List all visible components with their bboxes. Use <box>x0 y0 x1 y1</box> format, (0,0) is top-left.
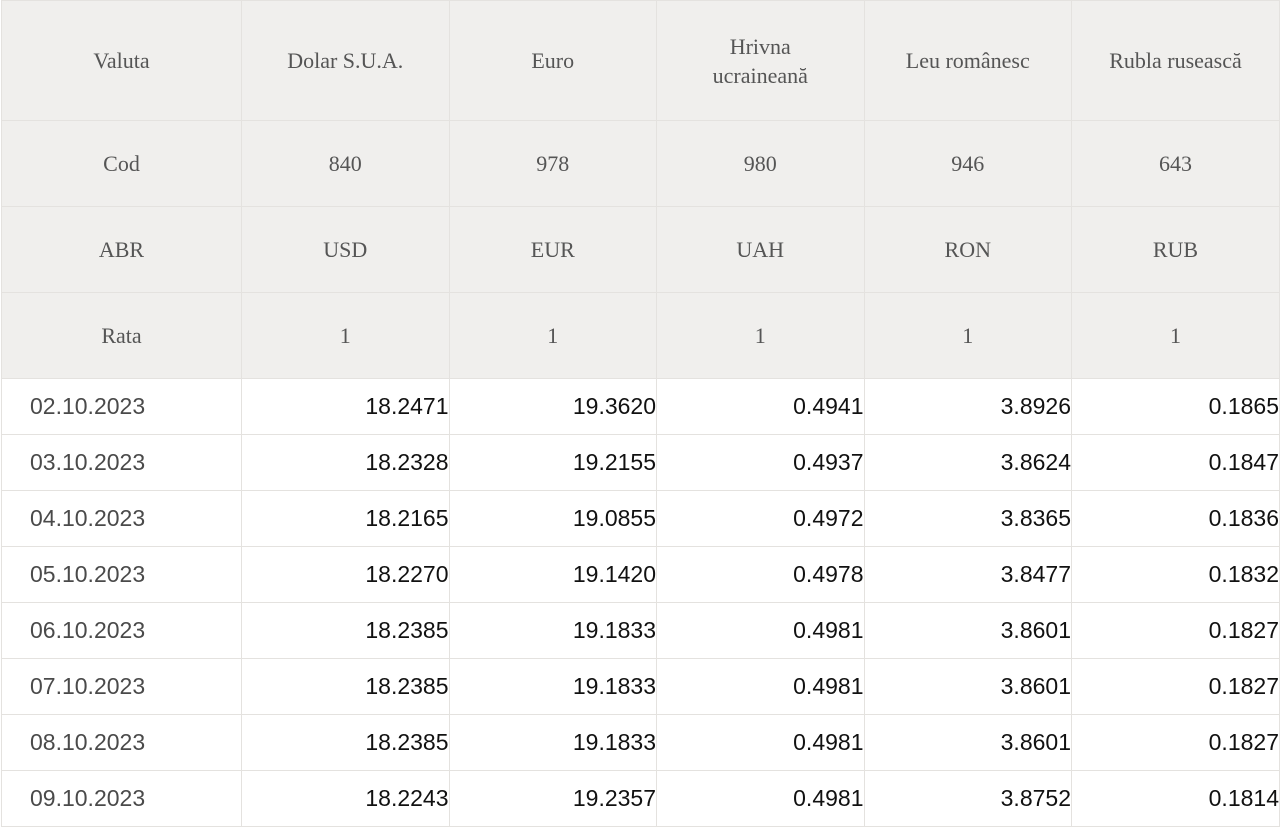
rate-ron: 3.8752 <box>864 771 1072 827</box>
row-date: 09.10.2023 <box>2 771 242 827</box>
row-date: 05.10.2023 <box>2 547 242 603</box>
table-row <box>2 715 1280 771</box>
currency-abr-uah: UAH <box>657 207 865 293</box>
rate-rub: 0.1832 <box>1072 547 1280 603</box>
rate-usd: 18.2385 <box>242 603 450 659</box>
currency-name-usd: Dolar S.U.A. <box>242 1 450 121</box>
rate-ron: 3.8926 <box>864 379 1072 435</box>
rata-label: Rata <box>2 293 242 379</box>
currency-code-usd: 840 <box>242 121 450 207</box>
table-row <box>2 435 1280 491</box>
rate-rub: 0.1814 <box>1072 771 1280 827</box>
table-row <box>2 659 1280 715</box>
currency-rate-row <box>2 293 1280 379</box>
rate-usd: 18.2385 <box>242 659 450 715</box>
row-date: 02.10.2023 <box>2 379 242 435</box>
currency-rate-usd: 1 <box>242 293 450 379</box>
rate-eur: 19.1833 <box>449 659 657 715</box>
currency-abr-row <box>2 207 1280 293</box>
rate-rub: 0.1827 <box>1072 603 1280 659</box>
table-row <box>2 547 1280 603</box>
rate-rub: 0.1836 <box>1072 491 1280 547</box>
rate-rub: 0.1847 <box>1072 435 1280 491</box>
rate-eur: 19.1833 <box>449 603 657 659</box>
rate-ron: 3.8624 <box>864 435 1072 491</box>
rate-uah: 0.4981 <box>657 715 865 771</box>
rate-usd: 18.2165 <box>242 491 450 547</box>
row-date: 06.10.2023 <box>2 603 242 659</box>
rate-usd: 18.2328 <box>242 435 450 491</box>
rate-rub: 0.1827 <box>1072 715 1280 771</box>
rate-eur: 19.3620 <box>449 379 657 435</box>
currency-abr-rub: RUB <box>1072 207 1280 293</box>
exchange-rates-table <box>1 0 1280 827</box>
currency-rate-eur: 1 <box>449 293 657 379</box>
rate-uah: 0.4981 <box>657 771 865 827</box>
table-row <box>2 491 1280 547</box>
rate-ron: 3.8477 <box>864 547 1072 603</box>
valuta-label: Valuta <box>2 1 242 121</box>
table-header <box>2 1 1280 379</box>
rate-ron: 3.8365 <box>864 491 1072 547</box>
table-body <box>2 379 1280 827</box>
rate-uah: 0.4937 <box>657 435 865 491</box>
row-date: 04.10.2023 <box>2 491 242 547</box>
currency-code-rub: 643 <box>1072 121 1280 207</box>
row-date: 03.10.2023 <box>2 435 242 491</box>
currency-name-row <box>2 1 1280 121</box>
rate-rub: 0.1865 <box>1072 379 1280 435</box>
currency-abr-eur: EUR <box>449 207 657 293</box>
rate-uah: 0.4981 <box>657 659 865 715</box>
rate-usd: 18.2243 <box>242 771 450 827</box>
row-date: 07.10.2023 <box>2 659 242 715</box>
rate-eur: 19.2155 <box>449 435 657 491</box>
rate-eur: 19.1420 <box>449 547 657 603</box>
currency-code-eur: 978 <box>449 121 657 207</box>
rate-eur: 19.0855 <box>449 491 657 547</box>
rate-usd: 18.2270 <box>242 547 450 603</box>
rate-uah: 0.4981 <box>657 603 865 659</box>
table-row <box>2 771 1280 827</box>
cod-label: Cod <box>2 121 242 207</box>
currency-name-eur: Euro <box>449 1 657 121</box>
currency-name-uah: Hrivna ucraineană <box>657 1 865 121</box>
currency-code-ron: 946 <box>864 121 1072 207</box>
rate-ron: 3.8601 <box>864 603 1072 659</box>
rate-uah: 0.4978 <box>657 547 865 603</box>
rate-ron: 3.8601 <box>864 659 1072 715</box>
currency-rate-ron: 1 <box>864 293 1072 379</box>
currency-code-uah: 980 <box>657 121 865 207</box>
currency-code-row <box>2 121 1280 207</box>
rate-usd: 18.2385 <box>242 715 450 771</box>
rate-uah: 0.4972 <box>657 491 865 547</box>
currency-abr-ron: RON <box>864 207 1072 293</box>
row-date: 08.10.2023 <box>2 715 242 771</box>
rate-uah: 0.4941 <box>657 379 865 435</box>
rate-eur: 19.1833 <box>449 715 657 771</box>
rate-usd: 18.2471 <box>242 379 450 435</box>
rate-rub: 0.1827 <box>1072 659 1280 715</box>
currency-rate-uah: 1 <box>657 293 865 379</box>
table-row <box>2 603 1280 659</box>
currency-rate-rub: 1 <box>1072 293 1280 379</box>
rate-ron: 3.8601 <box>864 715 1072 771</box>
currency-name-ron: Leu românesc <box>864 1 1072 121</box>
rate-eur: 19.2357 <box>449 771 657 827</box>
abr-label: ABR <box>2 207 242 293</box>
table-row <box>2 379 1280 435</box>
currency-name-rub: Rubla rusească <box>1072 1 1280 121</box>
currency-abr-usd: USD <box>242 207 450 293</box>
